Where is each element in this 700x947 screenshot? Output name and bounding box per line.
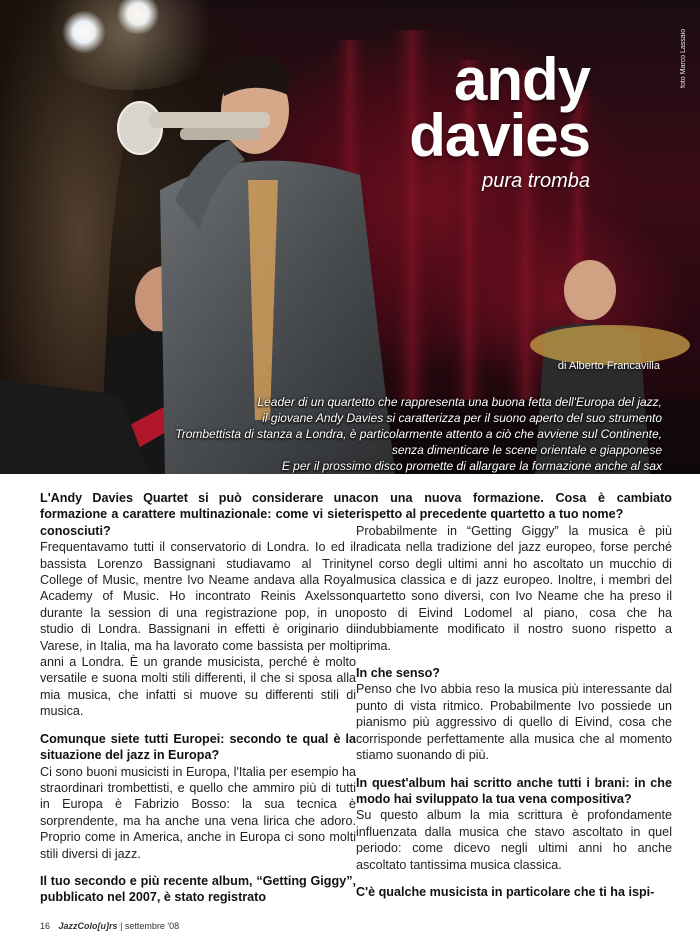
page-number: 16 — [40, 921, 51, 931]
standfirst-line: senza dimenticare le scene orientale e giapponese — [391, 443, 662, 457]
author-byline: di Alberto Francavilla — [557, 360, 660, 372]
title-line-1: andy — [453, 46, 590, 113]
interview-question: In quest'album hai scritto anche tutti i brani: in che modo hai sviluppato la tua vena compositiva? — [356, 775, 672, 806]
standfirst-line: Trombettista di stanza a Londra, è particolarmente attento a ciò che avviene sul Continente, — [175, 427, 662, 441]
title-line-2: davies — [409, 102, 590, 169]
article-subtitle: pura tromba — [482, 170, 590, 192]
standfirst-line: E per il prossimo disco promette di allargare la formazione anche al sax — [281, 459, 662, 473]
standfirst-line: il giovane Andy Davies si caratterizza per il suono aperto del suo strumento — [262, 411, 662, 425]
interview-answer: Penso che Ivo abbia reso la musica più interessante dal punto di vista ritmico. Probabilmente Ivo possiede un pianismo più aggressivo di quello di Eivind, cosa che corrisponde perfettamente alla musica che al momento stiamo suonando di più. — [356, 682, 672, 763]
standfirst — [42, 394, 662, 474]
issue-date: | settembre '08 — [120, 921, 180, 931]
article-column-left — [40, 490, 356, 906]
interview-question: Il tuo secondo e più recente album, “Getting Giggy”, pubblicato nel 2007, è stato registrato — [40, 873, 356, 905]
interview-question: In che senso? — [356, 666, 440, 681]
page-footer — [40, 921, 179, 931]
photo-credit: foto Marco Lassaio — [680, 28, 687, 88]
interview-answer: Ci sono buoni musicisti in Europa, l'Italia per esempio ha straordinari trombettisti, e quello che ammiro più di tutti in Europa è Fabrizio Bosso: la sua tecnica è sorprendente, ma ha anche una vena lirica che adoro. Proprio come in America, anche in Europa ci sono molti stili diversi di jazz. — [40, 764, 356, 861]
article-column-right — [356, 490, 672, 900]
interview-question: L'Andy Davies Quartet si può considerare una formazione a carattere multinazionale: come vi siete conosciuti? — [40, 491, 356, 538]
interview-question: Comunque siete tutti Europei: secondo te qual è la situazione del jazz in Europa? — [40, 731, 356, 763]
interview-question: con una nuova formazione. Cosa è cambiato rispetto al precedente quartetto a tuo nome? — [356, 491, 672, 522]
interview-answer: Frequentavamo tutti il conservatorio di Londra. Io ed il bassista Lorenzo Bassignani studiavamo al Trinity College of Music, mentre Ivo Neame andava alla Royal Academy of Music. Ho incontrato Reinis Axelsson durante la session di una registrazione pop, in uno studio di Londra. Bassignani in effetti è originario di Varese, in Italia, ma ha lavorato come bassista per molti anni a Londra. È un grande musicista, perché è molto versatile e suona molti stili differenti, il che si sposa alla mia musica, che infatti si muove su differenti stili di musica. — [40, 540, 356, 719]
standfirst-line: Leader di un quartetto che rappresenta una buona fetta dell'Europa del jazz, — [257, 395, 662, 409]
interview-answer: Su questo album la mia scrittura è profondamente influenzata dalla musica che stavo ascoltato in quel periodo: come dicevo negli ultimi anni ho anche ascoltato tantissima musica classica. — [356, 808, 672, 872]
article-title — [409, 46, 590, 193]
magazine-name: JazzColo[u]rs — [58, 921, 118, 931]
interview-question: C'è qualche musicista in particolare che ti ha ispi- — [356, 884, 655, 899]
interview-answer: Probabilmente in “Getting Giggy” la musica è più radicata nella tradizione del jazz europeo, forse perché nel corso degli ultimi anni ho ascoltato un mucchio di musica classica e di jazz europeo. Inoltre, i membri del quartetto sono diversi, con Ivo Neame che ha preso il posto di Eivind Lodomel al piano, cosa che ha indubbiamente modificato il nostro suono rispetto a prima. — [356, 523, 672, 653]
